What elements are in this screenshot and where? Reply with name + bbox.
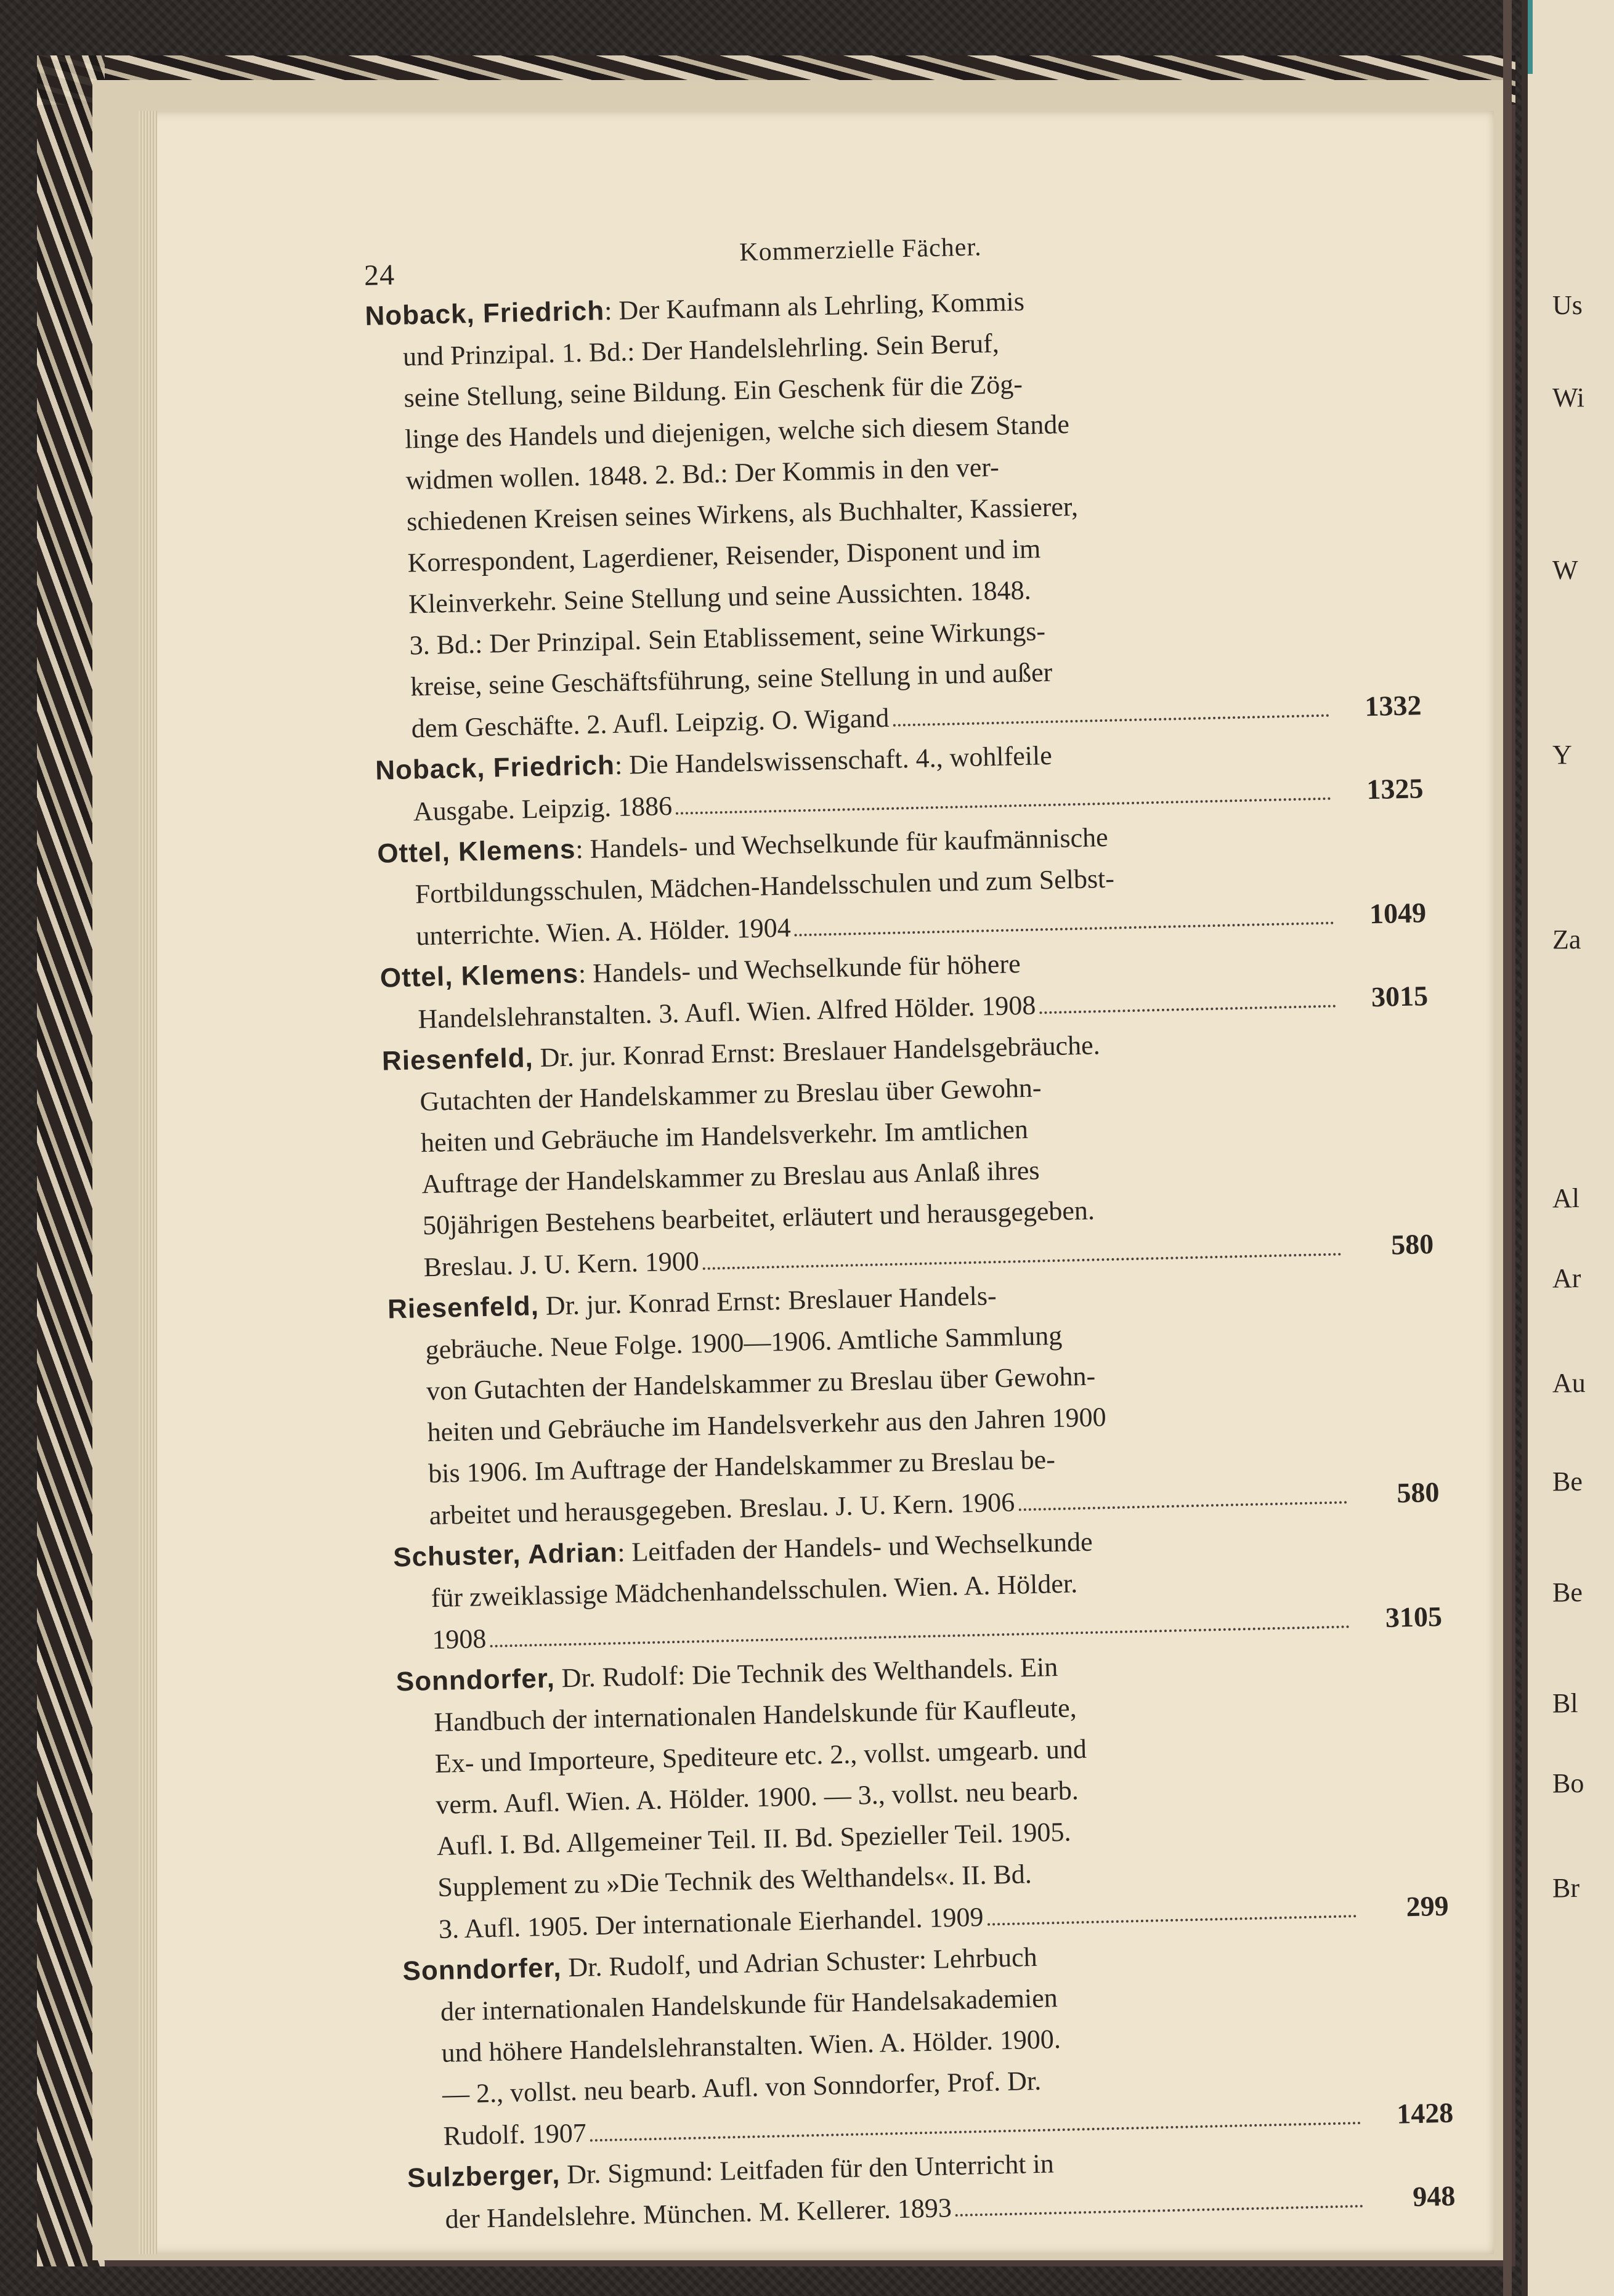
entry-line: verm. Aufl. Wien. A. Hölder. 1900. — 3., vollst. neu bearb. <box>435 1775 1079 1820</box>
catalog-number: 1049 <box>1369 897 1427 930</box>
facing-page-fragment: Za <box>1552 924 1581 955</box>
entry-text: Dr. jur. Konrad Ernst: Breslauer Handelsgebräuche. <box>533 1030 1101 1073</box>
facing-page-fragment: Ar <box>1552 1263 1581 1293</box>
entry-text: : Handels- und Wechselkunde für höhere <box>578 948 1021 989</box>
facing-page-fragment: Y <box>1552 740 1572 770</box>
entry-line: Ausgabe. Leipzig. 1886 <box>413 790 673 827</box>
author-name: Sonndorfer, <box>395 1663 556 1697</box>
entry-line: seine Stellung, seine Bildung. Ein Geschenk für die Zög- <box>404 368 1023 413</box>
facing-page-fragment: Au <box>1552 1368 1586 1398</box>
facing-page-fragment: Br <box>1552 1873 1580 1903</box>
entry-line: Kleinverkehr. Seine Stellung und seine Aussichten. 1848. <box>408 575 1032 620</box>
author-name: Ottel, Klemens <box>379 958 579 993</box>
bibliography-entry <box>381 1017 1434 1288</box>
entry-line: linge des Handels und diejenigen, welche sich diesem Stande <box>404 409 1070 455</box>
bibliography-entry <box>402 1927 1454 2157</box>
catalog-number: 299 <box>1406 1890 1450 1923</box>
entry-line: Breslau. J. U. Kern. 1900 <box>423 1246 700 1283</box>
entry-line: 3. Bd.: Der Prinzipal. Sein Etablissement, seine Wirkungs- <box>409 616 1046 661</box>
catalog-number: 580 <box>1390 1228 1434 1261</box>
author-name: Sonndorfer, <box>402 1952 562 1987</box>
entry-line: Korrespondent, Lagerdiener, Reisender, Disponent und im <box>407 533 1041 578</box>
catalog-number: 948 <box>1412 2180 1456 2213</box>
entry-line: Auftrage der Handelskammer zu Breslau aus Anlaß ihres <box>421 1155 1040 1200</box>
entry-line: für zweiklassige Mädchenhandelsschulen. Wien. A. Hölder. <box>431 1568 1078 1614</box>
facing-page-strip <box>1522 0 1614 2296</box>
page-content <box>363 222 1456 2241</box>
entry-text: : Der Kaufmann als Lehrling, Kommis <box>604 286 1025 326</box>
catalog-number: 1325 <box>1366 772 1424 806</box>
entry-line: heiten und Gebräuche im Handelsverkehr aus den Jahren 1900 <box>427 1402 1107 1448</box>
bibliography-entry <box>395 1638 1449 1950</box>
dot-leader <box>893 714 1329 727</box>
entry-text: Dr. jur. Konrad Ernst: Breslauer Handels- <box>538 1280 997 1321</box>
page-edge <box>139 111 157 2254</box>
facing-page-fragment: Al <box>1552 1183 1580 1213</box>
entry-line: und höhere Handelslehranstalten. Wien. A. Hölder. 1900. <box>441 2024 1061 2068</box>
entry-line: 50jährigen Bestehens bearbeitet, erläutert und herausgegeben. <box>422 1195 1095 1241</box>
bibliography-entry <box>365 272 1422 750</box>
running-title: Kommerzielle Fächer. <box>739 233 982 267</box>
entry-line: Rudolf. 1907 <box>443 2117 587 2151</box>
catalog-number: 3105 <box>1385 1600 1443 1633</box>
facing-page-fragment: Be <box>1552 1577 1583 1607</box>
author-name: Sulzberger, <box>407 2159 561 2194</box>
entry-line: 3. Aufl. 1905. Der internationale Eierhandel. 1909 <box>438 1901 984 1944</box>
entry-line: gebräuche. Neue Folge. 1900—1906. Amtliche Sammlung <box>425 1320 1063 1365</box>
entry-line: heiten und Gebräuche im Handelsverkehr. Im amtlichen <box>420 1114 1029 1158</box>
bibliography-list <box>365 272 1456 2241</box>
entry-line: und Prinzipal. 1. Bd.: Der Handelslehrling. Sein Beruf, <box>402 328 1000 372</box>
page-number: 24 <box>363 258 395 292</box>
entry-line: Handbuch der internationalen Handelskunde für Kaufleute, <box>433 1692 1077 1738</box>
entry-line: — 2., vollst. neu bearb. Aufl. von Sonndorfer, Prof. Dr. <box>442 2065 1042 2109</box>
entry-text: : Handels- und Wechselkunde für kaufmännische <box>575 822 1109 865</box>
entry-line: kreise, seine Geschäftsführung, seine Stellung in und außer <box>410 657 1053 702</box>
dot-leader <box>1018 1501 1347 1511</box>
entry-line: Gutachten der Handelskammer zu Breslau über Gewohn- <box>419 1072 1042 1117</box>
entry-line: Fortbildungsschulen, Mädchen-Handelsschulen und zum Selbst- <box>415 863 1115 910</box>
catalog-number: 3015 <box>1371 980 1429 1013</box>
facing-page-fragment: Bo <box>1552 1768 1584 1798</box>
entry-line: dem Geschäfte. 2. Aufl. Leipzig. O. Wigand <box>411 702 890 744</box>
bibliography-entry <box>387 1265 1440 1537</box>
entry-line: bis 1906. Im Auftrage der Handelskammer zu Breslau be- <box>428 1444 1056 1489</box>
dot-leader <box>955 2205 1363 2217</box>
entry-line: 1908 <box>431 1623 487 1655</box>
entry-text: : Leitfaden der Handels- und Wechselkunde <box>617 1526 1093 1568</box>
entry-line: Handelslehranstalten. 3. Aufl. Wien. Alfred Hölder. 1908 <box>417 990 1036 1035</box>
facing-page-fragment: Us <box>1552 290 1583 320</box>
catalog-number: 1332 <box>1364 689 1422 722</box>
entry-text: : Die Handelswissenschaft. 4., wohlfeile <box>614 740 1053 780</box>
catalog-number: 1428 <box>1396 2096 1454 2130</box>
entry-line: der Handelslehre. München. M. Kellerer. 1893 <box>445 2193 952 2234</box>
entry-line: der internationalen Handelskunde für Handelsakademien <box>440 1983 1058 2027</box>
author-name: Schuster, Adrian <box>392 1537 618 1573</box>
entry-line: Ex- und Importeure, Spediteure etc. 2., vollst. umgearb. und <box>434 1734 1087 1779</box>
dot-leader <box>1040 1005 1336 1014</box>
author-name: Riesenfeld, <box>387 1290 540 1325</box>
book-spine <box>1503 0 1512 2296</box>
dot-leader <box>987 1915 1356 1926</box>
bibliography-entry <box>393 1513 1443 1662</box>
author-name: Ottel, Klemens <box>376 834 576 869</box>
facing-page-fragment: Wi <box>1552 382 1584 413</box>
entry-line: Aufl. I. Bd. Allgemeiner Teil. II. Bd. Spezieller Teil. 1905. <box>436 1816 1071 1861</box>
entry-line: von Gutachten der Handelskammer zu Breslau über Gewohn- <box>426 1360 1096 1407</box>
author-name: Riesenfeld, <box>381 1043 534 1077</box>
catalog-number: 580 <box>1396 1476 1440 1509</box>
entry-line: schiedenen Kreisen seines Wirkens, als Buchhalter, Kassierer, <box>406 491 1079 537</box>
facing-page-fragment: Bl <box>1552 1688 1578 1718</box>
author-name: Noback, Friedrich <box>375 750 615 786</box>
dot-leader <box>703 1253 1342 1270</box>
entry-line: Supplement zu »Die Technik des Welthandels«. II. Bd. <box>437 1859 1032 1902</box>
facing-page-fragment: W <box>1552 555 1578 585</box>
entry-text: Dr. Rudolf, und Adrian Schuster: Lehrbuch <box>561 1941 1038 1983</box>
teal-bookmark <box>1528 0 1533 74</box>
author-name: Noback, Friedrich <box>365 296 605 331</box>
dot-leader <box>676 798 1331 815</box>
entry-line: unterrichte. Wien. A. Hölder. 1904 <box>415 912 792 952</box>
facing-page-fragment: Be <box>1552 1466 1583 1497</box>
entry-line: widmen wollen. 1848. 2. Bd.: Der Kommis in den ver- <box>405 451 1000 496</box>
dot-leader <box>795 922 1334 937</box>
bibliography-entry <box>377 809 1427 958</box>
entry-text: Dr. Sigmund: Leitfaden für den Unterricht in <box>559 2148 1055 2190</box>
entry-text: Dr. Rudolf: Die Technik des Welthandels. Ein <box>554 1652 1058 1694</box>
entry-line: arbeitet und herausgegeben. Breslau. J. U. Kern. 1906 <box>429 1487 1015 1531</box>
